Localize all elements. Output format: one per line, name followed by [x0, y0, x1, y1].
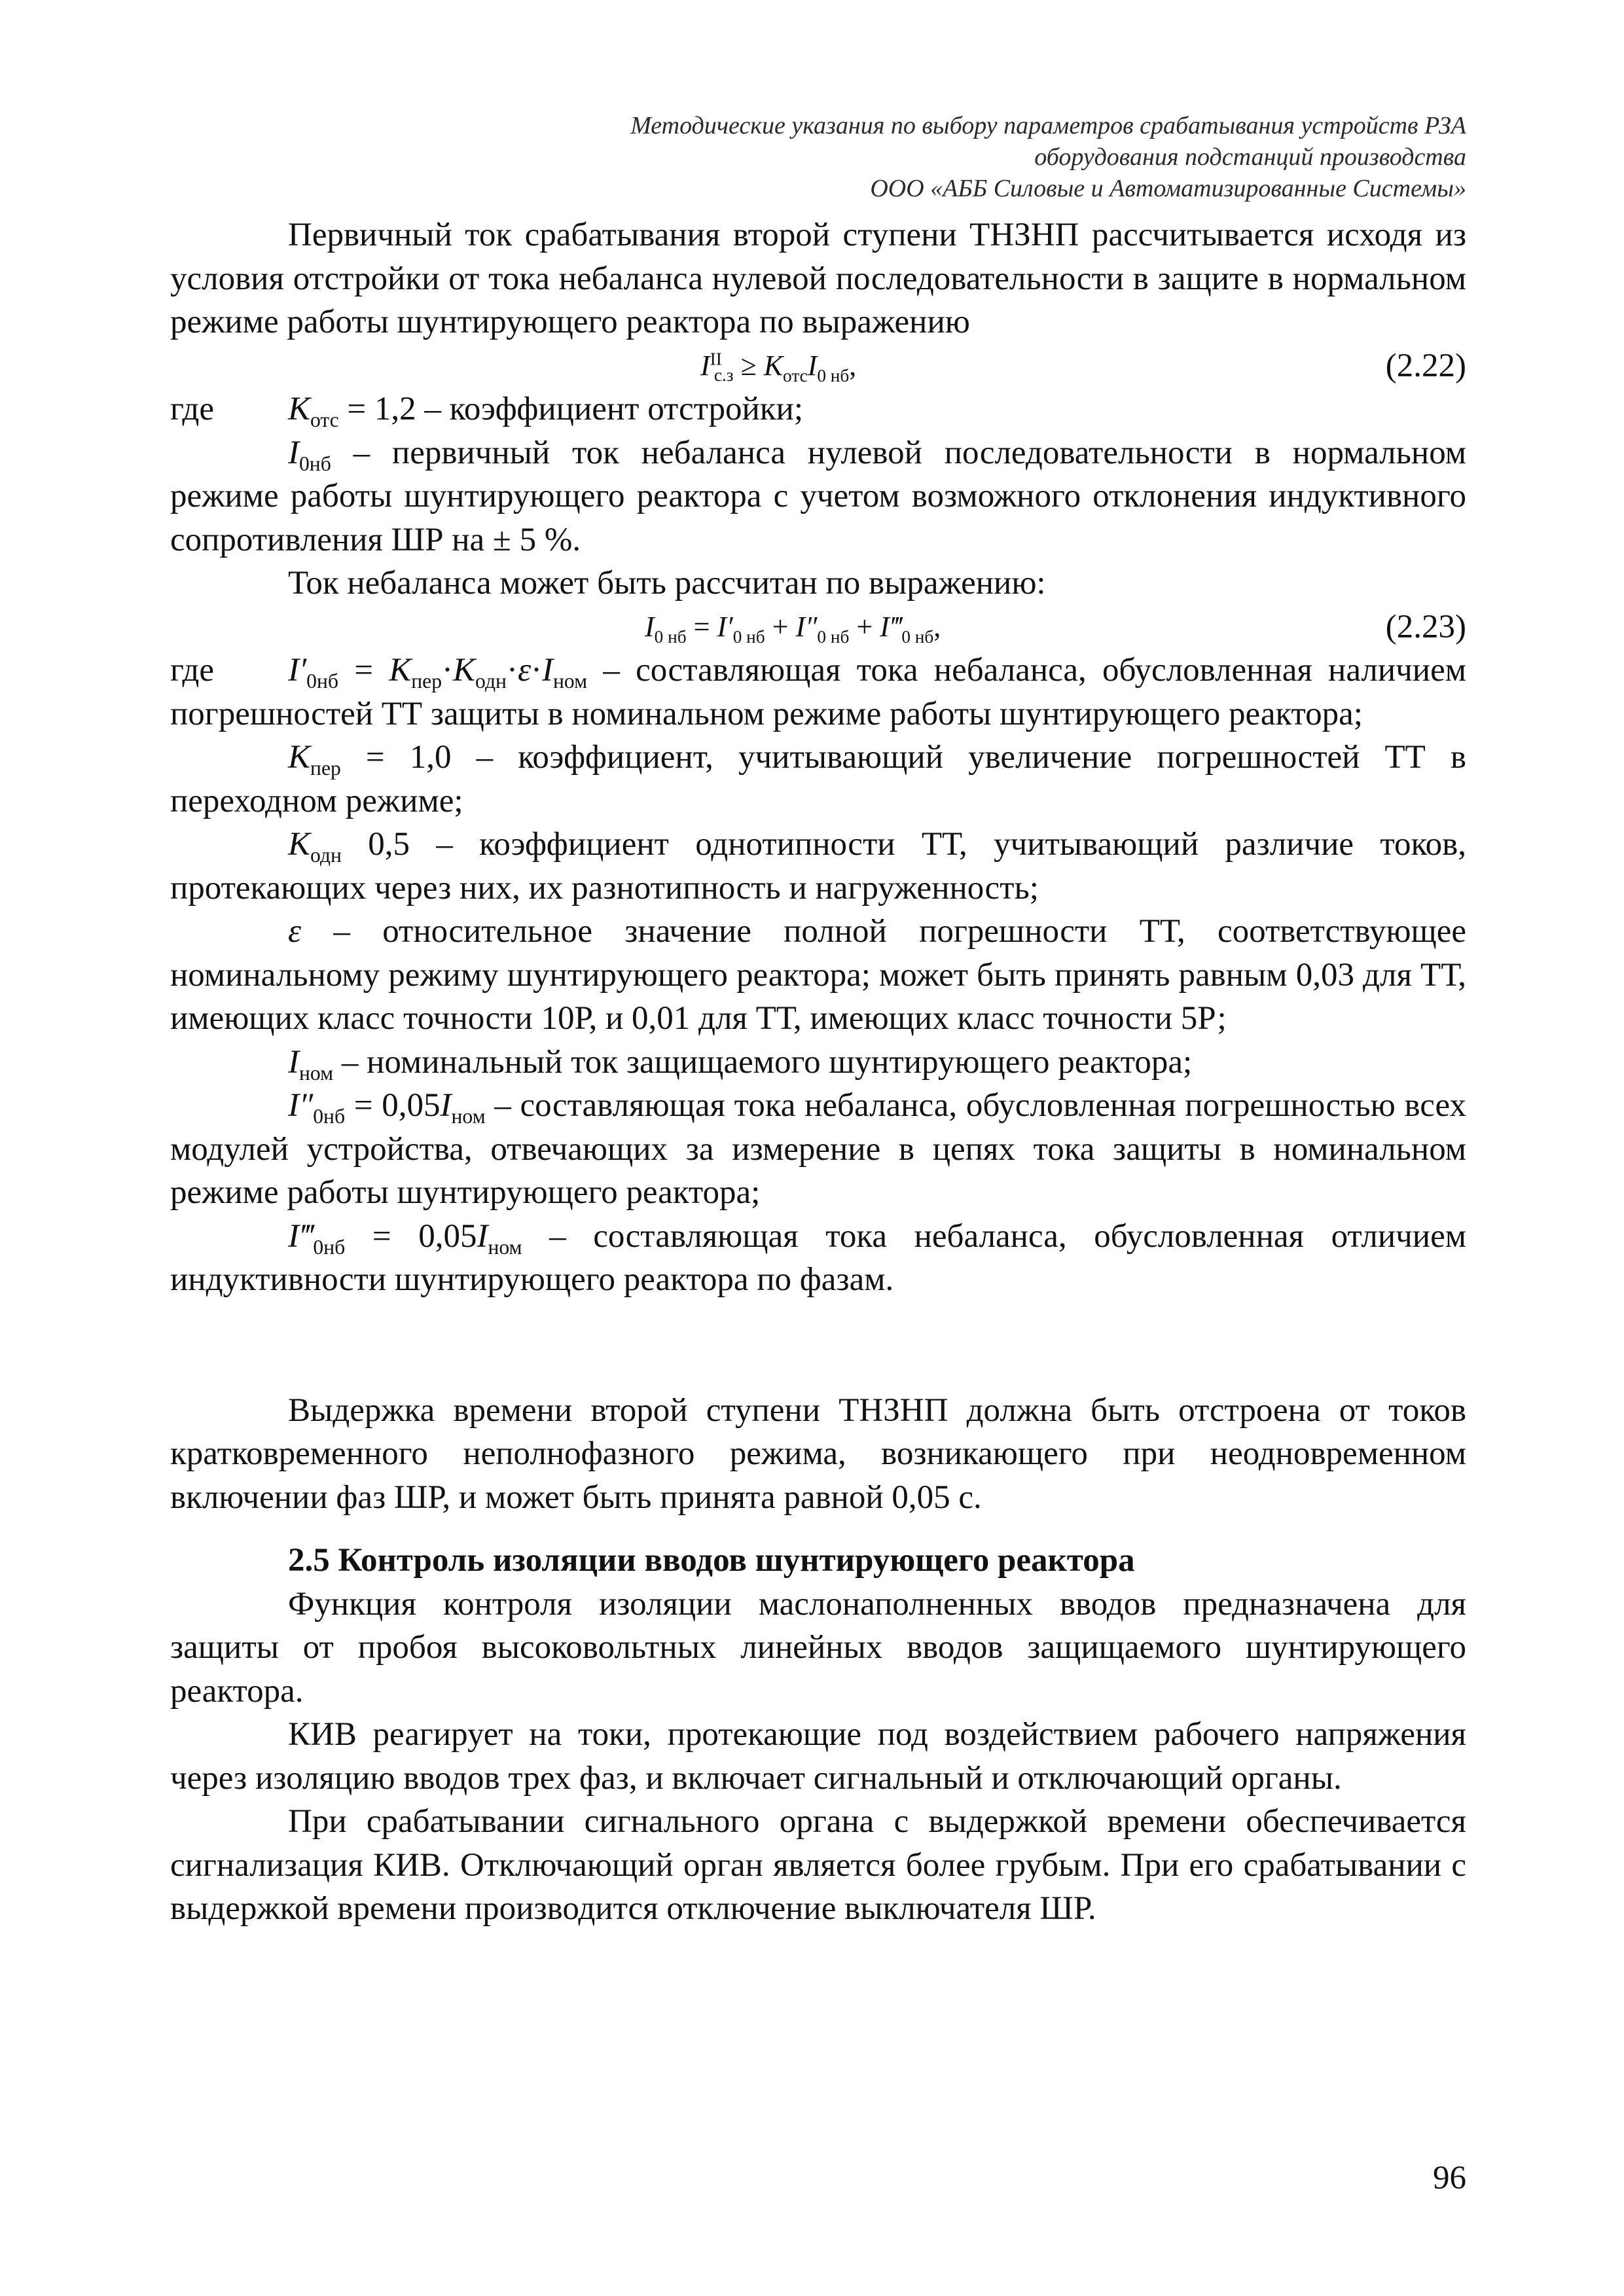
- header-line-2: оборудования подстанций производства: [1034, 143, 1466, 171]
- running-header: [170, 110, 1466, 204]
- where-i-nom: $I_{ном}$ – номинальный ток защищаемого шунтирующего реактора;: [288, 1043, 1193, 1085]
- formula-2-23-expression: $I_{0 нб} = I'_{0 нб} + I''_{0 нб}$ + $I‴_{0 нб}$,: [645, 610, 941, 647]
- paragraph-time-delay: Выдержка времени второй ступени ТНЗНП должна быть отстроена от токов кратковременного неполнофазного режима, возникающего при неодновременном включении фаз ШР, и может быть принята равной 0,05 с.: [170, 1391, 1466, 1516]
- formula-2-23-number: (2.23): [1385, 608, 1466, 645]
- where-k-per: $K_{пер} = 1,0$ – коэффициент, учитывающий увеличение погрешностей ТТ в переходном режиме;: [170, 739, 1466, 819]
- formula-2-22-number: (2.22): [1385, 347, 1466, 384]
- formula-2-22: [170, 344, 1466, 388]
- paragraph-kiv-trip: При срабатывании сигнального органа с выдержкой времени обеспечивается сигнализация КИВ. Отключающий орган является более грубым. При его срабатывании с выдержкой времени производится отключение выключателя ШР.: [170, 1803, 1466, 1927]
- page-number: 96: [1433, 2160, 1466, 2197]
- formula-2-22-expression: $I^{II}_{с.з} \ge K_{отс}I_{0 нб}$,: [700, 348, 857, 386]
- where-i-double-prime: $I''_{0нб} = 0,05I_{ном}$ – составляющая тока небаланса, обусловленная погрешностью всех модулей устройства, отвечающих за измерение в цепях тока защиты в номинальном режиме работы шунтирующего реактора;: [170, 1087, 1466, 1211]
- where-k-otc: где $K_{отс} = 1,2$ – коэффициент отстройки;: [170, 391, 804, 432]
- paragraph-kiv-function: Функция контроля изоляции маслонаполненных вводов предназначена для защиты от пробоя высоковольтных линейных вводов защищаемого шунтирующего реактора.: [170, 1585, 1466, 1710]
- where-i-prime: где $I'_{0нб} = K_{пер}\cdot K_{одн}\cdot\varepsilon\cdot I_{ном}$ – составляющая тока небаланса, обусловленная наличием погрешностей ТТ защиты в номинальном режиме работы шунтирующего реактора;: [170, 652, 1467, 732]
- header-line-3: ООО «АББ Силовые и Автоматизированные Системы»: [870, 175, 1466, 202]
- paragraph-primary-current: Первичный ток срабатывания второй ступени ТНЗНП рассчитывается исходя из условия отстройки от тока небаланса нулевой последовательности в защите в нормальном режиме работы шунтирующего реактора по выражению: [170, 217, 1466, 340]
- where-i-triple-prime: $I‴_{0нб} = 0,05I_{ном}$ – составляющая тока небаланса, обусловленная отличием индуктивности шунтирующего реактора по фазам.: [170, 1217, 1467, 1298]
- where-epsilon: ε – относительное значение полной погрешности ТТ, соответствующее номинальному режиму шунтирующего реактора; может быть принять равным 0,03 для ТТ, имеющих класс точности 10Р, и 0,01 для ТТ, имеющих класс точности 5Р;: [170, 913, 1466, 1037]
- header-line-1: Методические указания по выбору параметров срабатывания устройств РЗА: [630, 112, 1466, 139]
- paragraph-unbalance: Ток небаланса может быть рассчитан по выражению:: [288, 565, 1046, 601]
- spacer: [170, 1519, 1466, 1539]
- paragraph-kiv-reacts: КИВ реагирует на токи, протекающие под воздействием рабочего напряжения через изоляцию вводов трех фаз, и включает сигнальный и отключающий органы.: [170, 1716, 1466, 1797]
- section-heading: 2.5 Контроль изоляции вводов шунтирующего реактора: [288, 1542, 1135, 1579]
- page-body: [170, 213, 1466, 1931]
- spacer: [170, 1302, 1466, 1389]
- where-k-odn: $K_{одн}$ 0,5 – коэффициент однотипности ТТ, учитывающий различие токов, протекающих через них, их разнотипность и нагруженность;: [170, 826, 1466, 906]
- formula-2-23: [170, 605, 1466, 649]
- where-i0nb: $I_{0нб}$ – первичный ток небаланса нулевой последовательности в нормальном режиме работы шунтирующего реактора с учетом возможного отклонения индуктивного сопротивления ШР на ± 5 %.: [170, 434, 1466, 558]
